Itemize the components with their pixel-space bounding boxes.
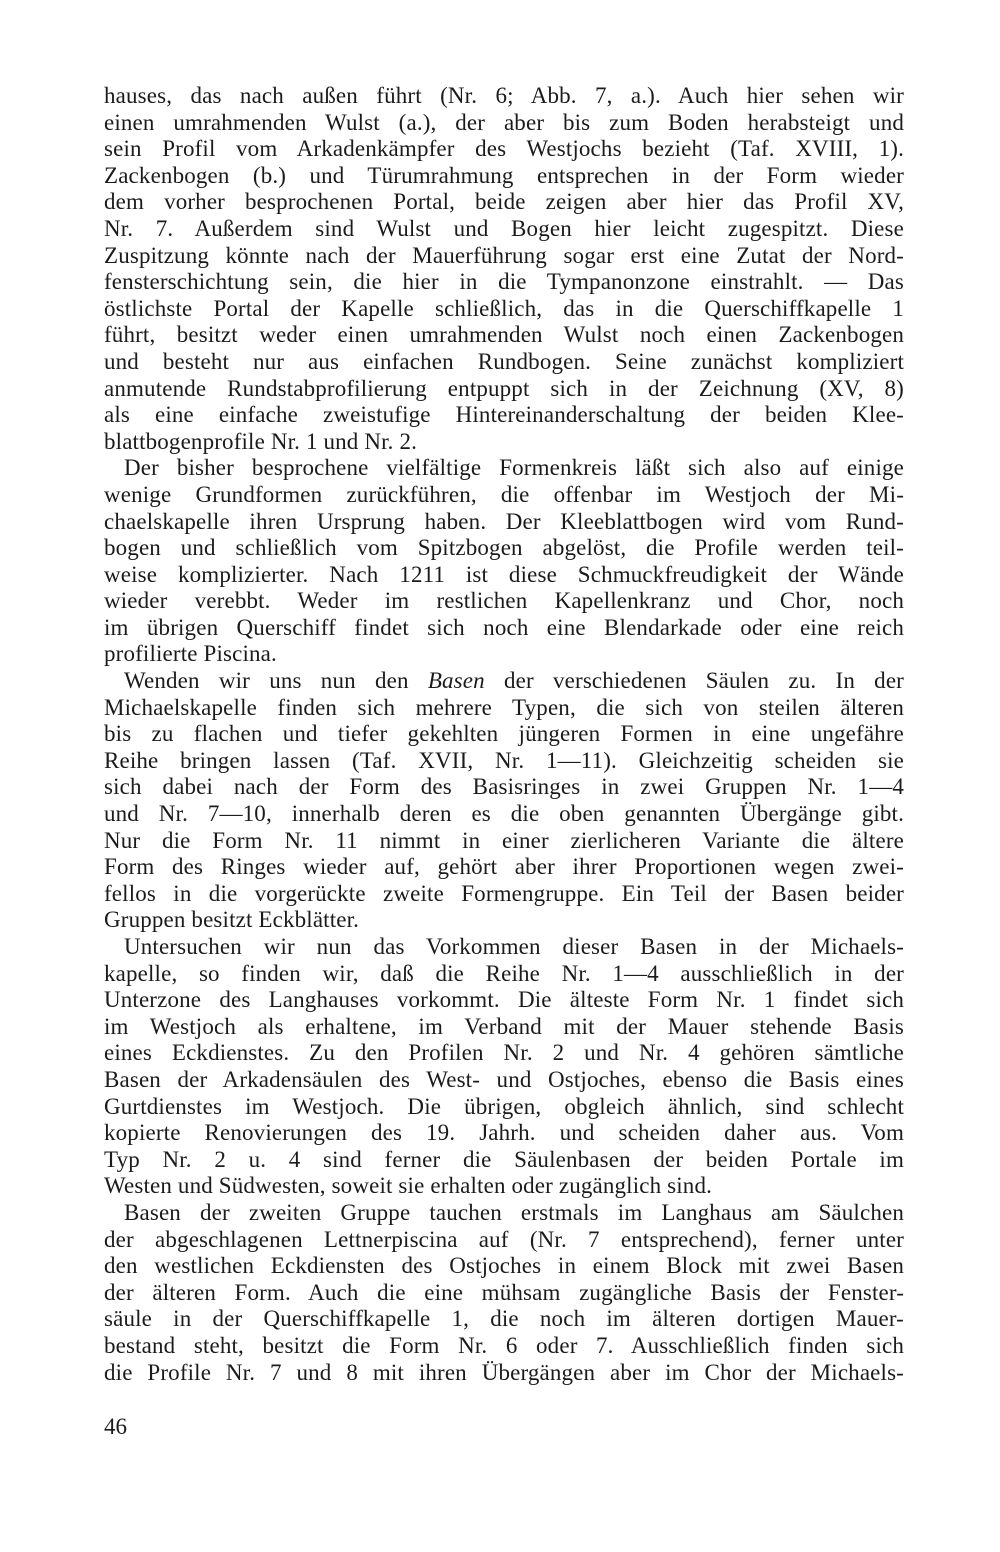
text-line: hauses, das nach außen führt (Nr. 6; Abb. 7, a.). Auch hier sehen wir [104, 83, 904, 108]
text-line: Basen der zweiten Gruppe tauchen erstmals im Langhaus am Säulchen [124, 1199, 904, 1225]
page-number: 46 [104, 1414, 127, 1439]
text-line: Der bisher besprochene vielfältige Formenkreis läßt sich also auf einige [124, 455, 904, 481]
text-line: der älteren Form. Auch die eine mühsam zugängliche Basis der Fenster- [104, 1279, 904, 1305]
paragraph [104, 934, 904, 1200]
text-line: und Nr. 7—10, innerhalb deren es die oben genannten Übergänge gibt. [104, 801, 904, 827]
paragraph [104, 1200, 904, 1386]
text-line: Basen der Arkadensäulen des West- und Ostjoches, ebenso die Basis eines [104, 1066, 904, 1092]
text-line: bis zu flachen und tiefer gekehlten jüngeren Formen in eine ungefähre [104, 721, 904, 747]
text-line: Untersuchen wir nun das Vorkommen dieser Basen in der Michaels- [124, 934, 904, 959]
text-line: Typ Nr. 2 u. 4 sind ferner die Säulenbasen der beiden Portale im [104, 1146, 904, 1172]
text-line: der abgeschlagenen Lettnerpiscina auf (Nr. 7 entsprechend), ferner unter [104, 1226, 904, 1252]
text-line: chaelskapelle ihren Ursprung haben. Der Kleeblattbogen wird vom Rund- [104, 508, 904, 534]
paragraph [104, 455, 904, 668]
paragraph [104, 83, 904, 455]
text-line: als eine einfache zweistufige Hintereinanderschaltung der beiden Klee- [104, 402, 904, 428]
text-line: Reihe bringen lassen (Taf. XVII, Nr. 1—11). Gleichzeitig scheiden sie [104, 747, 904, 773]
text-line: bogen und schließlich vom Spitzbogen abgelöst, die Profile werden teil- [104, 535, 904, 561]
text-line: im übrigen Querschiff findet sich noch eine Blendarkade oder eine reich [104, 614, 904, 640]
text-line: sich dabei nach der Form des Basisringes in zwei Gruppen Nr. 1—4 [104, 774, 904, 800]
text-line: im Westjoch als erhaltene, im Verband mit der Mauer stehende Basis [104, 1013, 904, 1039]
emphasis: Basen [427, 668, 485, 694]
text-line: Zuspitzung könnte nach der Mauerführung sogar erst eine Zutat der Nord- [104, 242, 904, 268]
text-line: und besteht nur aus einfachen Rundbogen. Seine zunächst kompliziert [104, 348, 904, 374]
text-line: Form des Ringes wieder auf, gehört aber ihrer Proportionen wegen zwei- [104, 854, 904, 880]
text-line: die Profile Nr. 7 und 8 mit ihren Übergängen aber im Chor der Michaels- [104, 1359, 904, 1385]
text-line: Gruppen besitzt Eckblätter. [104, 907, 360, 933]
text-line: Wenden wir uns nun den Basen der verschiedenen Säulen zu. In der [124, 668, 904, 694]
text-line: Nur die Form Nr. 11 nimmt in einer zierlicheren Variante die ältere [104, 827, 904, 853]
text-line: sein Profil vom Arkadenkämpfer des Westjochs bezieht (Taf. XVIII, 1). [104, 136, 904, 162]
text-line: anmutende Rundstabprofilierung entpuppt sich in der Zeichnung (XV, 8) [104, 375, 904, 401]
text-line: Michaelskapelle finden sich mehrere Typen, die sich von steilen älteren [104, 694, 904, 720]
text-line: Unterzone des Langhauses vorkommt. Die älteste Form Nr. 1 findet sich [104, 987, 904, 1013]
text-line: führt, besitzt weder einen umrahmenden Wulst noch einen Zackenbogen [104, 322, 904, 348]
text-line: einen umrahmenden Wulst (a.), der aber bis zum Boden herabsteigt und [104, 109, 904, 135]
paragraph [104, 668, 904, 934]
text-line: dem vorher besprochenen Portal, beide zeigen aber hier das Profil XV, [104, 189, 904, 215]
text-line: kapelle, so finden wir, daß die Reihe Nr. 1—4 ausschließlich in der [104, 960, 904, 986]
text-line: säule in der Querschiffkapelle 1, die noch im älteren dortigen Mauer- [104, 1306, 904, 1332]
text-line: weise komplizierter. Nach 1211 ist diese Schmuckfreudigkeit der Wände [104, 561, 904, 587]
text-line: fellos in die vorgerückte zweite Formengruppe. Ein Teil der Basen beider [104, 880, 904, 906]
text-line: Nr. 7. Außerdem sind Wulst und Bogen hier leicht zugespitzt. Diese [104, 215, 904, 241]
text-line: Westen und Südwesten, soweit sie erhalten oder zugänglich sind. [104, 1173, 713, 1199]
text-line: profilierte Piscina. [104, 641, 277, 667]
text-line: Zackenbogen (b.) und Türumrahmung entsprechen in der Form wieder [104, 162, 904, 188]
text-line: fensterschichtung sein, die hier in die Tympanonzone einstrahlt. — Das [104, 269, 904, 295]
text-line: blattbogenprofile Nr. 1 und Nr. 2. [104, 428, 417, 454]
body-text [104, 83, 904, 1386]
text-line: kopierte Renovierungen des 19. Jahrh. und scheiden daher aus. Vom [104, 1120, 904, 1146]
text-line: eines Eckdienstes. Zu den Profilen Nr. 2 und Nr. 4 gehören sämtliche [104, 1040, 904, 1066]
text-line: Gurtdienstes im Westjoch. Die übrigen, obgleich ähnlich, sind schlecht [104, 1093, 904, 1119]
text-line: bestand steht, besitzt die Form Nr. 6 oder 7. Ausschließlich finden sich [104, 1332, 904, 1358]
text-line: den westlichen Eckdiensten des Ostjoches in einem Block mit zwei Basen [104, 1253, 904, 1279]
text-line: wenige Grundformen zurückführen, die offenbar im Westjoch der Mi- [104, 481, 904, 507]
text-line: östlichste Portal der Kapelle schließlich, das in die Querschiffkapelle 1 [104, 295, 904, 321]
text-line: wieder verebbt. Weder im restlichen Kapellenkranz und Chor, noch [104, 588, 904, 614]
